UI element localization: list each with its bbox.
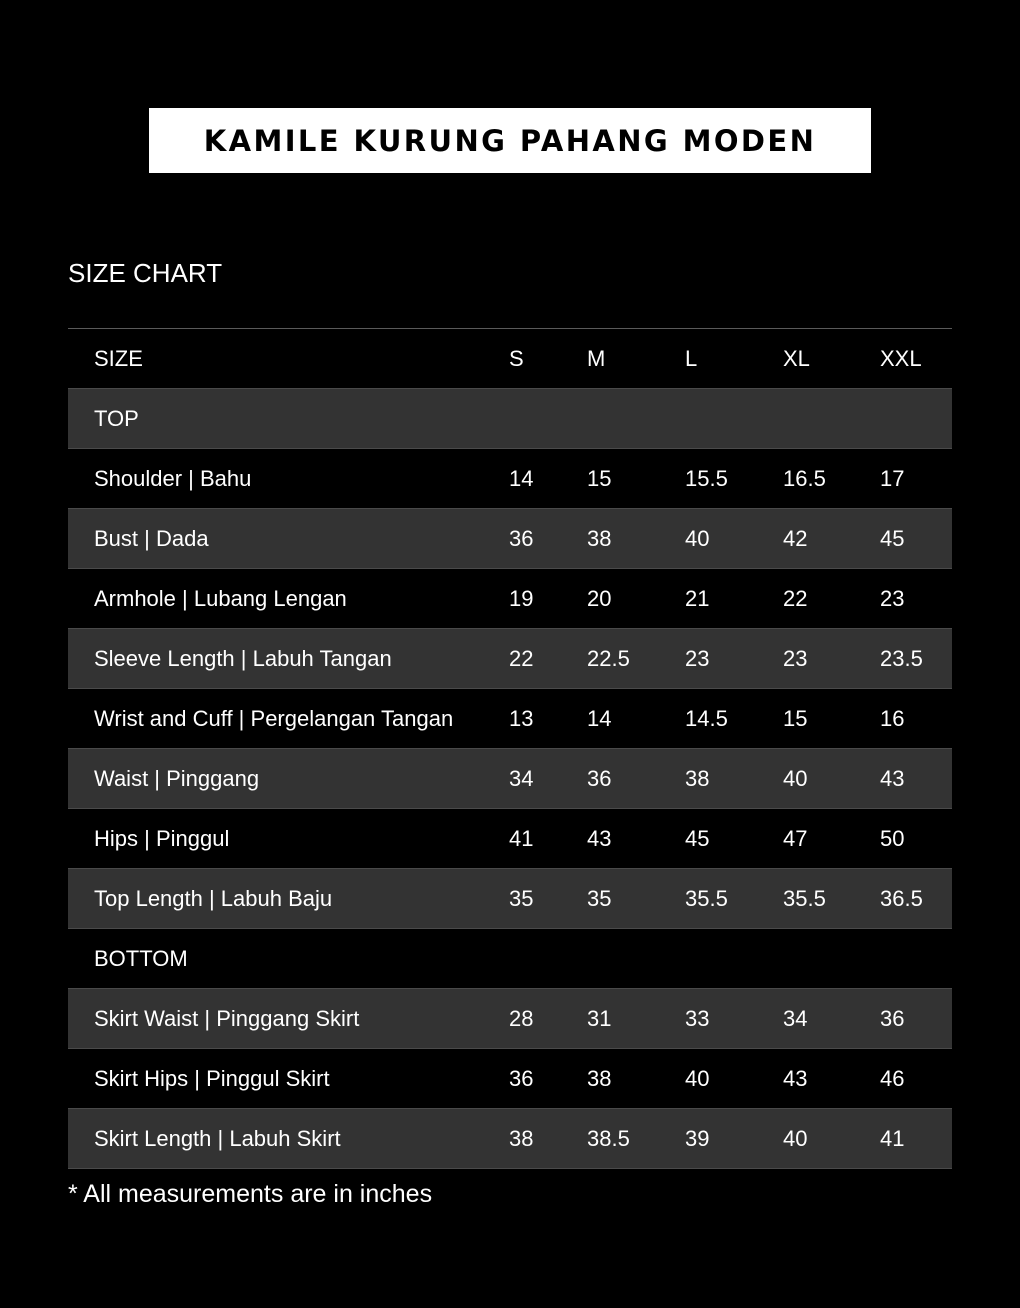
value-s: 34 — [509, 766, 534, 791]
value-l: 21 — [685, 586, 710, 611]
value-m: 38.5 — [587, 1126, 630, 1151]
header-size-xxl: XXL — [880, 346, 922, 371]
value-xl: 47 — [783, 826, 808, 851]
table-row — [68, 629, 952, 689]
table-row — [68, 689, 952, 749]
section-row-top — [68, 389, 952, 449]
measurement-label: Skirt Hips | Pinggul Skirt — [94, 1066, 330, 1091]
value-l: 45 — [685, 826, 710, 851]
section-label: BOTTOM — [94, 946, 188, 971]
table-row — [68, 449, 952, 509]
value-xxl: 36 — [880, 1006, 905, 1031]
value-xxl: 50 — [880, 826, 905, 851]
value-m: 35 — [587, 886, 612, 911]
measurement-label: Hips | Pinggul — [94, 826, 230, 851]
header-size-s: S — [509, 346, 524, 371]
measurement-footnote: * All measurements are in inches — [68, 1180, 433, 1208]
value-xl: 22 — [783, 586, 808, 611]
value-l: 38 — [685, 766, 710, 791]
value-s: 38 — [509, 1126, 534, 1151]
value-xxl: 16 — [880, 706, 905, 731]
measurement-label: Armhole | Lubang Lengan — [94, 586, 347, 611]
table-row — [68, 809, 952, 869]
value-xxl: 43 — [880, 766, 905, 791]
value-l: 23 — [685, 646, 710, 671]
table-row — [68, 869, 952, 929]
value-xxl: 23.5 — [880, 646, 923, 671]
value-xl: 40 — [783, 766, 808, 791]
value-xxl: 17 — [880, 466, 905, 491]
value-m: 14 — [587, 706, 612, 731]
measurement-label: Sleeve Length | Labuh Tangan — [94, 646, 392, 671]
table-header-row — [68, 329, 952, 389]
value-s: 41 — [509, 826, 534, 851]
value-xl: 40 — [783, 1126, 808, 1151]
value-xxl: 41 — [880, 1126, 905, 1151]
value-l: 35.5 — [685, 886, 728, 911]
value-s: 36 — [509, 526, 534, 551]
header-size-label: SIZE — [94, 346, 143, 371]
value-l: 40 — [685, 526, 710, 551]
section-label: TOP — [94, 406, 139, 431]
table-row — [68, 989, 952, 1049]
value-l: 39 — [685, 1126, 710, 1151]
measurement-label: Bust | Dada — [94, 526, 209, 551]
value-s: 22 — [509, 646, 534, 671]
measurement-label: Top Length | Labuh Baju — [94, 886, 333, 911]
header-size-l: L — [685, 346, 698, 371]
value-xxl: 36.5 — [880, 886, 923, 911]
size-chart-heading: SIZE CHART — [68, 258, 223, 288]
table-row — [68, 509, 952, 569]
measurement-label: Skirt Waist | Pinggang Skirt — [94, 1006, 360, 1031]
measurement-label: Wrist and Cuff | Pergelangan Tangan — [94, 706, 454, 731]
value-s: 13 — [509, 706, 534, 731]
measurement-label: Waist | Pinggang — [94, 766, 260, 791]
value-s: 28 — [509, 1006, 534, 1031]
table-row — [68, 1049, 952, 1109]
value-l: 14.5 — [685, 706, 728, 731]
value-s: 36 — [509, 1066, 534, 1091]
value-m: 36 — [587, 766, 612, 791]
value-xl: 35.5 — [783, 886, 826, 911]
size-chart-table — [68, 328, 952, 1169]
value-m: 20 — [587, 586, 612, 611]
value-s: 19 — [509, 586, 534, 611]
value-m: 38 — [587, 1066, 612, 1091]
value-xl: 43 — [783, 1066, 808, 1091]
value-xl: 15 — [783, 706, 808, 731]
value-m: 15 — [587, 466, 612, 491]
value-xl: 16.5 — [783, 466, 826, 491]
value-l: 33 — [685, 1006, 710, 1031]
table-row — [68, 1109, 952, 1169]
title-banner — [149, 108, 871, 173]
value-s: 35 — [509, 886, 534, 911]
value-m: 38 — [587, 526, 612, 551]
value-l: 15.5 — [685, 466, 728, 491]
value-m: 43 — [587, 826, 612, 851]
page-title: KAMILE KURUNG PAHANG MODEN — [203, 123, 817, 158]
header-size-xl: XL — [783, 346, 810, 371]
value-l: 40 — [685, 1066, 710, 1091]
value-m: 31 — [587, 1006, 612, 1031]
value-xl: 42 — [783, 526, 808, 551]
table-row — [68, 569, 952, 629]
value-xxl: 23 — [880, 586, 905, 611]
table-row — [68, 749, 952, 809]
measurement-label: Skirt Length | Labuh Skirt — [94, 1126, 341, 1151]
value-xxl: 45 — [880, 526, 905, 551]
value-xl: 23 — [783, 646, 808, 671]
value-m: 22.5 — [587, 646, 630, 671]
value-xl: 34 — [783, 1006, 808, 1031]
measurement-label: Shoulder | Bahu — [94, 466, 252, 491]
value-xxl: 46 — [880, 1066, 905, 1091]
value-s: 14 — [509, 466, 534, 491]
section-row-bottom — [68, 929, 952, 989]
header-size-m: M — [587, 346, 606, 371]
